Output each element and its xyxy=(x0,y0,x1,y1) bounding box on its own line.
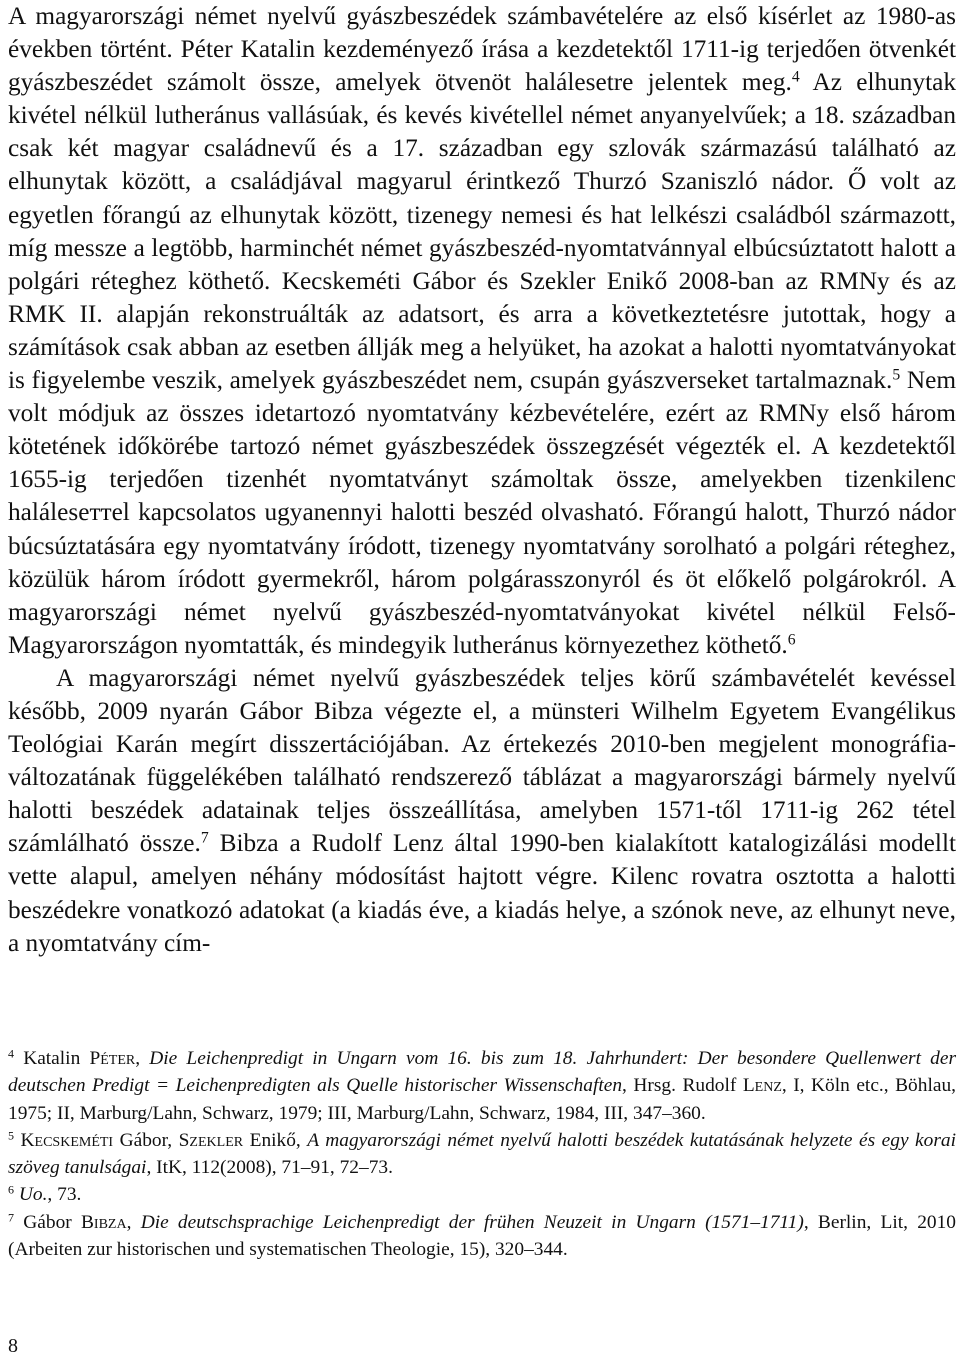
text-run: , 73. xyxy=(47,1184,82,1206)
text-run: A magyarországi német nyelvű gyászbeszédek teljes körű számbavételét kevéssel később, 2009 nyarán Gábor Bibza végezte el, a münsteri Wilhelm Egyetem Evangélikus Teológiai Karán megírt disszertációjában. Az értekezés 2010-ben megjelent monográfia-változatának függelékében található rendszerező táblázat a magyarországi bármely nyelvű halotti beszédek adatainak teljes összeállítása, amelyben 1571-től 1711-ig 262 tétel számlálható össze. xyxy=(8,663,956,858)
footnote-ref: 6 xyxy=(787,631,796,649)
footnote-number: 7 xyxy=(8,1210,15,1225)
editor-last: Lenz xyxy=(742,1075,782,1097)
footnote-ref: 4 xyxy=(791,68,800,86)
text-run: A magyarországi német nyelvű gyászbeszédek számbavételére az első kísérlet az 1980-as években történt. Péter Katalin kezdeményező írása a kezdetektől 1711-ig terjedően ötvenkét gyászbeszédet számolt össze, amelyek ötvenöt halálesetre jelentek meg. xyxy=(8,2,956,97)
text-run: Nem volt módjuk az összes idetartozó nyomtatvány kézbevételére, ezért az RMNy első három kötetének időkörébe tartozó német gyászbeszédek összegzését végezték el. A kezdetektől 1655-ig terjedően tizenhét nyomtatványt számoltak össze, amelyekben tizenkilenc haláleseттel kapcsolatos ugyanennyi halotti beszéd olvasható. Főrangú halott, Thurzó nádor búcsúztatására egy nyomtatvány íródott, tizenegy nyomtatvány sorolható a polgári réteghez, közülük három íródott gyermekről, három polgárasszonyról és öt előkelő polgárokról. A magyarországi német nyelvű gyászbeszéd-nyomtatványokat kivétel nélkül Felső-Magyarországon nyomtatták, és mindegyik lutheránus környezethez köthető. xyxy=(8,366,957,659)
footnote xyxy=(8,1045,956,1127)
author-first: Gábor, xyxy=(113,1129,179,1151)
footnote-ref: 5 xyxy=(892,366,901,384)
footnote-number: 5 xyxy=(8,1128,15,1143)
footnotes xyxy=(8,1045,956,1263)
work-title: Die Leichenpredigt in Ungarn vom 16. bis zum 18. Jahrhundert: Der besondere Quellenwert der deutschen Predigt = Leichenpredigten als Quelle historischer Wissenschaften xyxy=(8,1048,957,1097)
author-first: Katalin xyxy=(23,1048,90,1069)
paragraph xyxy=(8,662,956,960)
footnote xyxy=(8,1127,956,1182)
separator: , xyxy=(135,1048,150,1069)
author-last: Szekler xyxy=(178,1129,244,1151)
footnote-number: 6 xyxy=(8,1182,15,1197)
paragraph xyxy=(8,0,956,662)
footnote-ref: 7 xyxy=(200,829,209,847)
author-last: Péter xyxy=(89,1048,136,1069)
work-title: A magyarországi német nyelvű halotti beszédek kutatásának helyzete és egy korai szöveg tanulságai xyxy=(8,1129,956,1179)
document-page xyxy=(8,0,957,1261)
author-last: Bibza xyxy=(80,1211,127,1233)
text-run: , Hrsg. Rudolf xyxy=(622,1075,743,1097)
author-first: Gábor xyxy=(23,1211,81,1233)
text-run: Bibza a Rudolf Lenz által 1990-ben kialakított katalogizálási modellt vette alapul, amelyen néhány módosítást hajtott végre. Kilenc rovatra osztotta a halotti beszédekre vonatkozó adatokat (a kiadás éve, a kiadás helye, a szónok neve, az elhunyt neve, a nyomtatvány cím- xyxy=(8,829,956,957)
body-text xyxy=(8,0,956,960)
footnote-number: 4 xyxy=(8,1046,15,1061)
author-first: Enikő, xyxy=(243,1129,308,1151)
text-run: , ItK, 112(2008), 71–91, 72–73. xyxy=(146,1157,393,1179)
footnote xyxy=(8,1181,956,1208)
separator: , xyxy=(126,1211,141,1233)
work-title: Die deutschsprachige Leichenpredigt der frühen Neuzeit in Ungarn (1571–1711) xyxy=(140,1211,804,1233)
text-run: , Berlin, Lit, 2010 (Arbeiten zur historischen und systematischen Theologie, 15), 320–344. xyxy=(8,1211,956,1261)
work-title: Uo. xyxy=(18,1184,48,1206)
text-run: Az elhunytak kivétel nélkül lutheránus vallásúak, és kevés kivétellel német anyanyelvűek; a 18. században csak két magyar családnevű és a 17. században egy szlovák származású található az elhunytak között, a családjával magyarul érintkező Thurzó Szaniszló nádor. Ő volt az egyetlen főrangú az elhunytak között, tizenegy nemesi és hat lelkészi családból származott, míg messze a legtöbb, harminchét német gyászbeszéd-nyomtatvánnyal elbúcsúztatott halott a polgári réteghez köthető. Kecskeméti Gábor és Szekler Enikő 2008-ban az RMNy és az RMK II. alapján rekonstruálták az adatsort, és arra a következtetésre jutottak, hogy a számítások csak abban az esetben állják meg a helyüket, ha azokat a halotti nyomtatványokat is figyelembe veszik, amelyek gyászbeszédet nem, csupán gyászverseket tartalmaznak. xyxy=(8,68,956,395)
footnote xyxy=(8,1209,956,1264)
text-run: , I, Köln etc., Böhlau, 1975; II, Marburg/Lahn, Schwarz, 1979; III, Marburg/Lahn, Schwarz, 1984, III, 347–360. xyxy=(8,1075,956,1124)
author-last: Kecskeméti xyxy=(20,1129,114,1151)
page-number: 8 xyxy=(8,1335,18,1357)
